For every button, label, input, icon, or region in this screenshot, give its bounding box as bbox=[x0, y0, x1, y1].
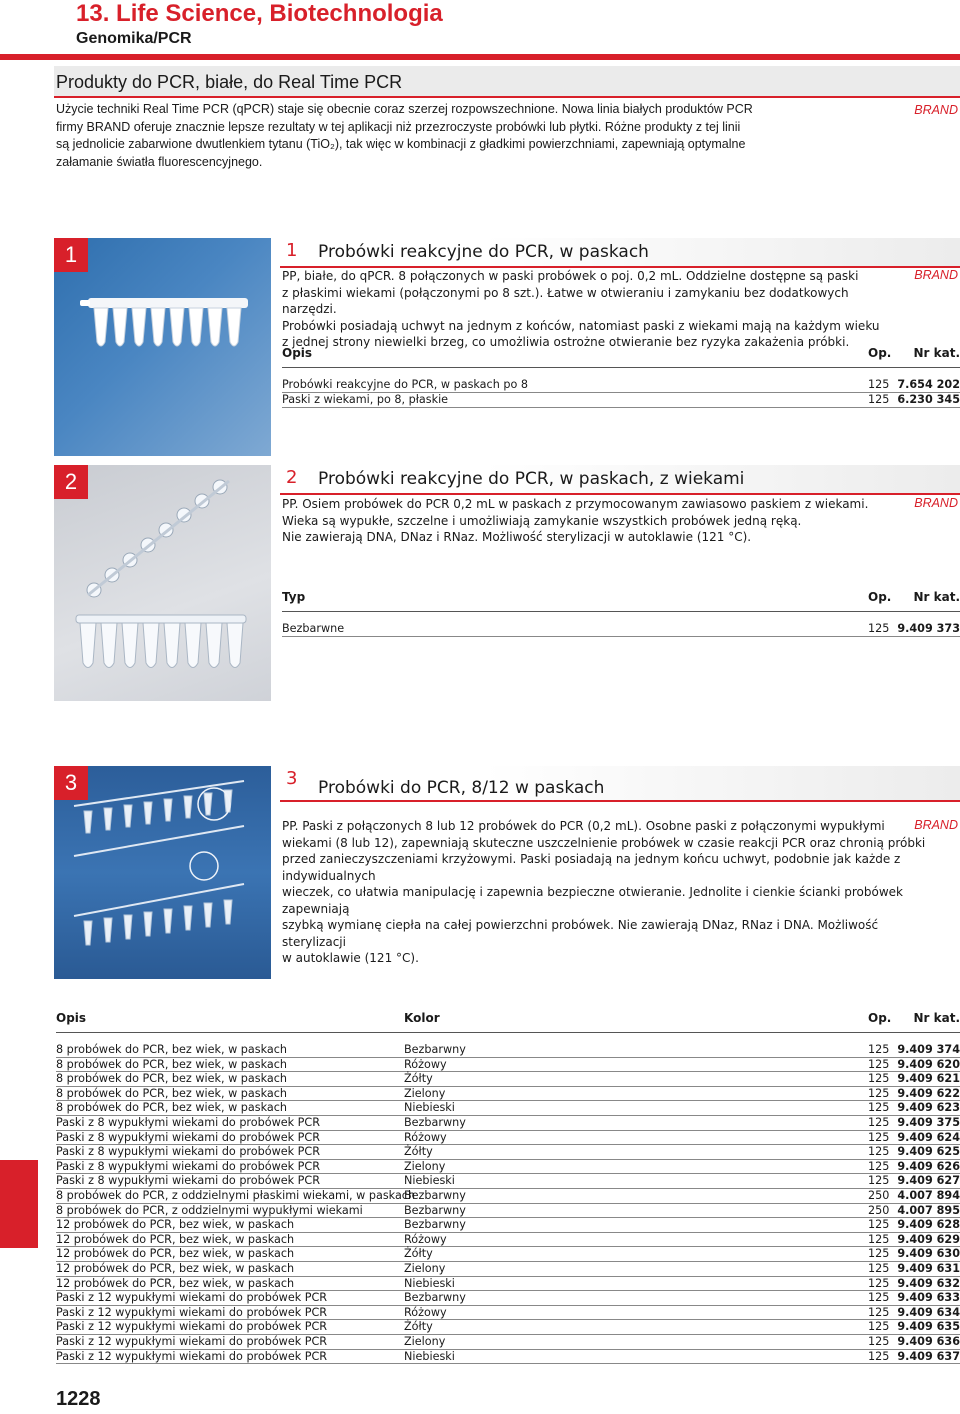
table-row bbox=[282, 622, 960, 637]
cell-cat bbox=[897, 1350, 960, 1365]
table-row bbox=[56, 1320, 960, 1335]
cell-color: Zielony bbox=[404, 1335, 446, 1348]
table-row bbox=[56, 1218, 960, 1233]
cell-pack: 125 bbox=[868, 1218, 890, 1232]
cell-cat bbox=[897, 1145, 960, 1160]
table-row bbox=[56, 1058, 960, 1073]
cell-cat bbox=[897, 1262, 960, 1277]
description-line: z płaskimi wiekami (połączonymi po 8 szt.). Łatwe w otwieraniu i zamykaniu bez dodatkowych narzędzi. bbox=[282, 285, 849, 316]
cat-prefix: 9.409 bbox=[897, 1247, 933, 1261]
cell-cat bbox=[897, 1072, 960, 1087]
cell-type: Bezbarwne bbox=[282, 622, 345, 635]
cat-suffix: 637 bbox=[932, 1349, 960, 1363]
column-header-type: Typ bbox=[282, 590, 306, 604]
column-header-pack: Op. bbox=[868, 590, 892, 604]
cat-suffix: 894 bbox=[932, 1189, 960, 1202]
cat-prefix: 9.409 bbox=[897, 622, 933, 635]
cat-prefix: 9.409 bbox=[897, 1057, 933, 1071]
cell-cat bbox=[897, 1335, 960, 1350]
cat-suffix: 634 bbox=[932, 1305, 960, 1319]
cell-pack: 125 bbox=[868, 1130, 890, 1144]
product-1-table-header bbox=[282, 346, 960, 368]
cell-desc: Paski z 12 wypukłymi wiekami do probówek PCR bbox=[56, 1305, 328, 1319]
table-row bbox=[56, 1291, 960, 1306]
cell-cat bbox=[897, 1320, 960, 1335]
section-intro bbox=[56, 101, 836, 171]
cell-cat bbox=[897, 622, 960, 637]
cat-suffix: 621 bbox=[932, 1072, 960, 1086]
cell-cat bbox=[897, 1160, 960, 1175]
column-header-desc: Opis bbox=[56, 1011, 87, 1025]
cell-desc: 8 probówek do PCR, bez wiek, w paskach bbox=[56, 1072, 287, 1086]
cell-cat bbox=[897, 1306, 960, 1321]
column-header-color: Kolor bbox=[404, 1011, 440, 1025]
cell-color: Bezbarwny bbox=[404, 1203, 466, 1217]
table-row bbox=[282, 378, 960, 393]
cell-pack: 125 bbox=[868, 1086, 890, 1100]
cat-suffix: 631 bbox=[932, 1262, 960, 1275]
cat-suffix: 627 bbox=[932, 1174, 960, 1188]
cell-pack: 125 bbox=[868, 1305, 890, 1319]
cat-suffix: 628 bbox=[932, 1218, 960, 1232]
cell-desc: 12 probówek do PCR, bez wiek, w paskach bbox=[56, 1262, 295, 1275]
cat-prefix: 9.409 bbox=[897, 1174, 933, 1188]
cell-cat bbox=[897, 1204, 960, 1219]
cell-desc: 8 probówek do PCR, bez wiek, w paskach bbox=[56, 1043, 287, 1056]
cell-desc: Paski z 8 wypukłymi wiekami do probówek PCR bbox=[56, 1130, 320, 1144]
cell-color: Bezbarwny bbox=[404, 1189, 466, 1202]
description-line: Probówki posiadają uchwyt na jednym z końców, natomiast paski z wiekami mają na każdym wieku bbox=[282, 318, 880, 333]
cell-pack: 125 bbox=[868, 1276, 890, 1290]
cell-cat bbox=[897, 1131, 960, 1146]
product-2-number-badge: 2 bbox=[54, 465, 88, 499]
cat-prefix: 9.409 bbox=[897, 1086, 933, 1100]
product-1-title: Probówki reakcyjne do PCR, w paskach bbox=[318, 242, 649, 262]
cat-prefix: 9.409 bbox=[897, 1116, 933, 1129]
cell-color: Zielony bbox=[404, 1262, 446, 1275]
section-title: Produkty do PCR, białe, do Real Time PCR bbox=[56, 72, 403, 92]
cat-suffix: 633 bbox=[932, 1291, 960, 1305]
cat-suffix: 895 bbox=[932, 1203, 960, 1217]
table-row bbox=[56, 1087, 960, 1102]
product-2-image bbox=[54, 465, 271, 701]
cat-prefix: 9.409 bbox=[897, 1232, 933, 1246]
column-header-pack: Op. bbox=[868, 346, 892, 360]
product-2-header bbox=[280, 465, 960, 495]
cell-pack: 125 bbox=[868, 1145, 890, 1159]
cat-suffix: 623 bbox=[932, 1101, 960, 1115]
cell-cat bbox=[897, 1277, 960, 1292]
cell-color: Bezbarwny bbox=[404, 1116, 466, 1129]
product-1-description bbox=[282, 268, 902, 351]
cell-color: Bezbarwny bbox=[404, 1291, 466, 1305]
description-line: PP. Paski z połączonych 8 lub 12 probówek do PCR (0,2 mL). Osobne paski z połączonymi wypukłymi bbox=[282, 819, 885, 833]
description-line: Wieka są wypukłe, szczelne i umożliwiają zamykanie wszystkich probówek jedną ręką. bbox=[282, 513, 802, 528]
cell-desc: 8 probówek do PCR, bez wiek, w paskach bbox=[56, 1101, 287, 1115]
cell-color: Bezbarwny bbox=[404, 1218, 466, 1232]
brand-logo: BRAND bbox=[914, 103, 958, 117]
description-line: przed zanieczyszczeniami krzyżowymi. Paski posiadają na jednym końcu uchwyt, podobnie jak każde z indywidualnych bbox=[282, 852, 901, 883]
chapter-side-tab bbox=[0, 1160, 38, 1248]
cat-suffix: 632 bbox=[932, 1276, 960, 1290]
cell-color: Bezbarwny bbox=[404, 1043, 466, 1056]
cell-color: Żółty bbox=[404, 1072, 433, 1086]
product-1-brand: BRAND bbox=[914, 268, 958, 282]
cat-prefix: 9.409 bbox=[897, 1145, 933, 1159]
cell-desc: Paski z 8 wypukłymi wiekami do probówek PCR bbox=[56, 1116, 320, 1129]
product-1-number-badge: 1 bbox=[54, 238, 88, 272]
cell-color: Żółty bbox=[404, 1320, 433, 1334]
table-row bbox=[56, 1189, 960, 1204]
table-row bbox=[56, 1145, 960, 1160]
product-3-title: Probówki do PCR, 8/12 w paskach bbox=[318, 778, 605, 798]
pcr-strip-capped-image bbox=[54, 465, 271, 701]
cat-prefix: 9.409 bbox=[897, 1218, 933, 1232]
cell-pack: 250 bbox=[868, 1189, 890, 1202]
cell-pack: 125 bbox=[868, 1101, 890, 1115]
cat-suffix: 635 bbox=[932, 1320, 960, 1334]
product-1-number: 1 bbox=[286, 240, 298, 261]
cell-color: Zielony bbox=[404, 1086, 446, 1100]
cat-prefix: 9.409 bbox=[897, 1130, 933, 1144]
table-row bbox=[56, 1262, 960, 1277]
product-3-number: 3 bbox=[286, 768, 298, 789]
intro-line: firmy BRAND oferuje znacznie lepsze rezultaty w tej aplikacji niż przezroczyste probówki lub płytki. Różne produkty z tej linii bbox=[56, 119, 741, 134]
table-row bbox=[56, 1160, 960, 1175]
cat-suffix: 375 bbox=[932, 1116, 960, 1129]
cell-cat bbox=[897, 378, 960, 393]
description-line: wiekami (8 lub 12), zapewniają skuteczne uszczelnienie probówek w czasie reakcji PCR oraz chronią próbki bbox=[282, 835, 926, 850]
cat-prefix: 4.007 bbox=[897, 1189, 933, 1202]
column-header-cat: Nr kat. bbox=[913, 346, 960, 360]
product-1-header bbox=[280, 238, 960, 268]
product-2-brand: BRAND bbox=[914, 496, 958, 510]
cell-pack: 125 bbox=[868, 1043, 890, 1056]
cat-suffix: 630 bbox=[932, 1247, 960, 1261]
cell-pack: 125 bbox=[868, 393, 890, 406]
cell-cat bbox=[897, 1233, 960, 1248]
cell-pack: 125 bbox=[868, 1291, 890, 1305]
cell-color: Niebieski bbox=[404, 1174, 455, 1188]
cell-desc: 8 probówek do PCR, z oddzielnymi wypukłymi wiekami bbox=[56, 1203, 363, 1217]
description-line: Nie zawierają DNA, DNaz i RNaz. Możliwość sterylizacji w autoklawie (121 °C). bbox=[282, 530, 752, 544]
description-line: w autoklawie (121 °C). bbox=[282, 951, 419, 965]
cat-suffix: 629 bbox=[932, 1232, 960, 1246]
intro-line: są jednolicie zabarwione dwutlenkiem tytanu (TiO₂), tak więc w kombinacji z gładkimi powierzchniami, zapewniają optymalne bbox=[56, 137, 746, 151]
cat-suffix: 620 bbox=[932, 1057, 960, 1071]
cell-desc: 12 probówek do PCR, bez wiek, w paskach bbox=[56, 1218, 295, 1232]
cell-cat bbox=[897, 1189, 960, 1204]
chapter-title: 13. Life Science, Biotechnologia bbox=[76, 0, 443, 27]
cell-desc: Paski z 8 wypukłymi wiekami do probówek PCR bbox=[56, 1174, 320, 1188]
cell-desc: Paski z wiekami, po 8, płaskie bbox=[282, 393, 449, 406]
table-row bbox=[56, 1043, 960, 1058]
cell-cat bbox=[897, 1087, 960, 1102]
cat-suffix: 622 bbox=[932, 1086, 960, 1100]
cell-color: Różowy bbox=[404, 1057, 447, 1071]
cat-suffix: 202 bbox=[932, 378, 960, 391]
cat-prefix: 9.409 bbox=[897, 1291, 933, 1305]
cat-prefix: 9.409 bbox=[897, 1320, 933, 1334]
product-2-number: 2 bbox=[286, 467, 298, 488]
cat-prefix: 9.409 bbox=[897, 1043, 933, 1056]
product-3-brand: BRAND bbox=[914, 818, 958, 832]
description-line: PP. Osiem probówek do PCR 0,2 mL w paskach z przymocowanym zawiasowo paskiem z wiekami. bbox=[282, 497, 869, 511]
cell-desc: Paski z 12 wypukłymi wiekami do probówek PCR bbox=[56, 1335, 328, 1348]
cell-desc: Paski z 8 wypukłymi wiekami do probówek PCR bbox=[56, 1159, 320, 1173]
cell-pack: 125 bbox=[868, 1262, 890, 1275]
cat-prefix: 9.409 bbox=[897, 1349, 933, 1363]
cell-desc: 8 probówek do PCR, bez wiek, w paskach bbox=[56, 1057, 287, 1071]
cell-cat bbox=[897, 1291, 960, 1306]
cell-pack: 125 bbox=[868, 1320, 890, 1334]
cat-suffix: 374 bbox=[932, 1043, 960, 1056]
table-row bbox=[56, 1306, 960, 1321]
cell-pack: 125 bbox=[868, 1232, 890, 1246]
cell-pack: 125 bbox=[868, 1116, 890, 1129]
intro-line: załamanie światła fluorescencyjnego. bbox=[56, 154, 263, 169]
cell-cat bbox=[897, 1101, 960, 1116]
cat-prefix: 9.409 bbox=[897, 1101, 933, 1115]
table-row bbox=[56, 1335, 960, 1350]
product-2-title: Probówki reakcyjne do PCR, w paskach, z wiekami bbox=[318, 469, 745, 489]
cell-pack: 125 bbox=[868, 1349, 890, 1363]
cell-color: Żółty bbox=[404, 1247, 433, 1261]
cell-desc: Paski z 12 wypukłymi wiekami do probówek PCR bbox=[56, 1349, 328, 1363]
description-line: szybką wymianę ciepła na całej powierzchni probówek. Nie zawierają DNaz, RNaz i DNA. Możliwość sterylizacji bbox=[282, 918, 879, 949]
cell-pack: 125 bbox=[868, 1159, 890, 1173]
cell-color: Żółty bbox=[404, 1145, 433, 1159]
cell-pack: 250 bbox=[868, 1203, 890, 1217]
cell-desc: 12 probówek do PCR, bez wiek, w paskach bbox=[56, 1247, 295, 1261]
table-row bbox=[56, 1101, 960, 1116]
cell-cat bbox=[897, 1247, 960, 1262]
cell-color: Zielony bbox=[404, 1159, 446, 1173]
table-row bbox=[56, 1204, 960, 1219]
table-row bbox=[282, 393, 960, 408]
cat-suffix: 373 bbox=[932, 622, 960, 635]
product-3-header bbox=[280, 766, 960, 802]
cell-cat bbox=[897, 1116, 960, 1131]
cat-prefix: 9.409 bbox=[897, 1159, 933, 1173]
cat-prefix: 9.409 bbox=[897, 1262, 933, 1275]
table-row bbox=[56, 1072, 960, 1087]
table-row bbox=[56, 1233, 960, 1248]
cat-prefix: 9.409 bbox=[897, 1276, 933, 1290]
cell-color: Różowy bbox=[404, 1130, 447, 1144]
column-header-cat: Nr kat. bbox=[913, 590, 960, 604]
cell-desc: 12 probówek do PCR, bez wiek, w paskach bbox=[56, 1276, 295, 1290]
table-row bbox=[56, 1277, 960, 1292]
cell-pack: 125 bbox=[868, 622, 890, 635]
cell-cat bbox=[897, 1043, 960, 1058]
catalog-table-header bbox=[56, 1011, 960, 1033]
cell-color: Różowy bbox=[404, 1232, 447, 1246]
table-row bbox=[56, 1116, 960, 1131]
header-rule bbox=[0, 54, 960, 60]
cell-desc: Paski z 12 wypukłymi wiekami do probówek PCR bbox=[56, 1320, 328, 1334]
cell-color: Niebieski bbox=[404, 1101, 455, 1115]
section-header bbox=[54, 66, 960, 98]
cell-desc: Paski z 8 wypukłymi wiekami do probówek PCR bbox=[56, 1145, 320, 1159]
cat-suffix: 636 bbox=[932, 1335, 960, 1348]
cell-cat bbox=[897, 1174, 960, 1189]
cell-color: Niebieski bbox=[404, 1349, 455, 1363]
cell-pack: 125 bbox=[868, 378, 890, 391]
cell-desc: 12 probówek do PCR, bez wiek, w paskach bbox=[56, 1232, 295, 1246]
cell-desc: Paski z 12 wypukłymi wiekami do probówek PCR bbox=[56, 1291, 328, 1305]
table-row bbox=[56, 1131, 960, 1146]
column-header-pack: Op. bbox=[868, 1011, 892, 1025]
intro-line: Użycie techniki Real Time PCR (qPCR) staje się obecnie coraz szerzej rozpowszechnione. Nowa linia białych produktów PCR bbox=[56, 102, 753, 116]
cell-cat bbox=[897, 1218, 960, 1233]
cell-cat bbox=[897, 393, 960, 408]
cat-suffix: 626 bbox=[932, 1159, 960, 1173]
table-row bbox=[56, 1174, 960, 1189]
description-line: z jednej strony niewielki brzeg, co umożliwia ostrożne otwieranie bez ryzyka zakażenia próbki. bbox=[282, 335, 850, 349]
product-2-table-header bbox=[282, 590, 960, 612]
cell-color: Niebieski bbox=[404, 1276, 455, 1290]
description-line: wieczek, co ułatwia manipulację i zapewnia bezpieczne otwieranie. Jednolite i cienkie ścianki probówek zapewniają bbox=[282, 885, 904, 916]
product-3-number-badge: 3 bbox=[54, 766, 88, 800]
column-header-desc: Opis bbox=[282, 346, 313, 360]
table-row bbox=[56, 1247, 960, 1262]
cell-pack: 125 bbox=[868, 1247, 890, 1261]
product-2-description bbox=[282, 496, 902, 546]
column-header-cat: Nr kat. bbox=[913, 1011, 960, 1025]
page-number: 1228 bbox=[56, 1388, 101, 1410]
product-3-description bbox=[282, 818, 942, 967]
cat-prefix: 9.409 bbox=[897, 1072, 933, 1086]
cat-suffix: 345 bbox=[932, 393, 960, 406]
cell-pack: 125 bbox=[868, 1072, 890, 1086]
description-line: PP, białe, do qPCR. 8 połączonych w paski probówek o poj. 0,2 mL. Oddzielne dostępne są paski bbox=[282, 269, 859, 283]
cell-pack: 125 bbox=[868, 1174, 890, 1188]
cell-desc: Probówki reakcyjne do PCR, w paskach po 8 bbox=[282, 378, 528, 391]
subchapter-title: Genomika/PCR bbox=[76, 30, 192, 47]
cell-color: Różowy bbox=[404, 1305, 447, 1319]
cat-suffix: 624 bbox=[932, 1130, 960, 1144]
cell-desc: 8 probówek do PCR, z oddzielnymi płaskimi wiekami, w paskach bbox=[56, 1189, 416, 1202]
cell-pack: 125 bbox=[868, 1057, 890, 1071]
cat-prefix: 9.409 bbox=[897, 1305, 933, 1319]
cell-pack: 125 bbox=[868, 1335, 890, 1348]
cat-suffix: 625 bbox=[932, 1145, 960, 1159]
cat-prefix: 6.230 bbox=[897, 393, 933, 406]
cell-cat bbox=[897, 1058, 960, 1073]
cat-prefix: 9.409 bbox=[897, 1335, 933, 1348]
cat-prefix: 7.654 bbox=[897, 378, 933, 391]
cat-prefix: 4.007 bbox=[897, 1203, 933, 1217]
cell-desc: 8 probówek do PCR, bez wiek, w paskach bbox=[56, 1086, 287, 1100]
table-row bbox=[56, 1350, 960, 1365]
